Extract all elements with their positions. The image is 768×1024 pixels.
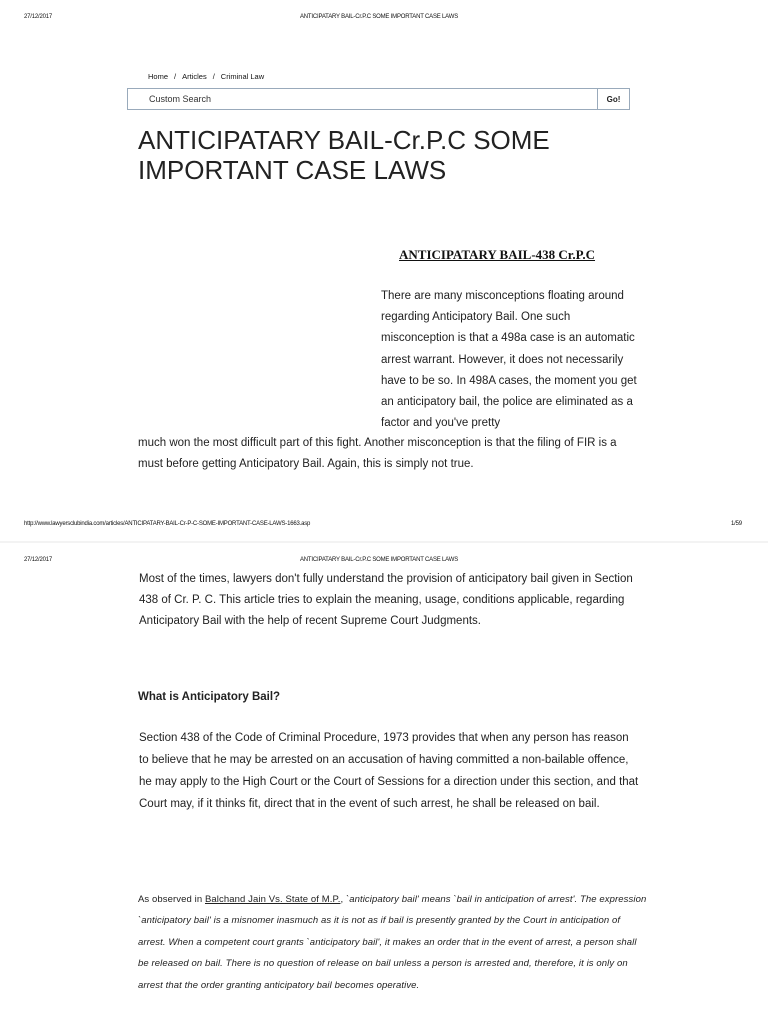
search-bar (127, 88, 630, 110)
search-input[interactable] (128, 89, 597, 109)
paragraph-misconceptions-bottom: much won the most difficult part of this fight. Another misconception is that the filing of FIR is a must before getting Anticipatory Bail. Again, this is simply not true. (138, 437, 617, 471)
paragraph-separator: , (340, 894, 346, 905)
search-go-button[interactable]: Go! (597, 89, 629, 109)
paragraph-misconceptions-top: There are many misconceptions floating around regarding Anticipatory Bail. One such misconception is that a 498a case is an automatic arrest warrant. However, it does not necessarily have to be so. In 498A cases, the moment you get an anticipatory bail, the police are eliminated as a factor and you've pretty (381, 290, 637, 430)
page-title: ANTICIPATARY BAIL-Cr.P.C SOME IMPORTANT CASE LAWS (138, 125, 550, 185)
breadcrumb-articles[interactable]: Articles (182, 72, 207, 81)
print-page-number: 1/59 (731, 521, 742, 527)
print-url: http://www.lawyersclubindia.com/articles/ANTICIPATARY-BAIL-Cr-P-C-SOME-IMPORTANT-CASE-LAWS-1663.asp (24, 521, 311, 527)
paragraph-lead-text: As observed in (138, 894, 205, 905)
breadcrumb-separator: / (174, 72, 177, 81)
page-divider (0, 541, 768, 543)
print-date: 27/12/2017 (24, 557, 53, 563)
article-subheading: ANTICIPATARY BAIL-438 Cr.P.C (399, 247, 596, 262)
breadcrumb-home[interactable]: Home (148, 72, 169, 81)
breadcrumb-criminal-law[interactable]: Criminal Law (220, 72, 265, 81)
breadcrumb (148, 72, 264, 81)
print-title: ANTICIPATARY BAIL-Cr.P.C SOME IMPORTANT CASE LAWS (300, 557, 459, 563)
paragraph-section-438: Section 438 of the Code of Criminal Procedure, 1973 provides that when any person has reason to believe that he may be arrested on an accusation of having committed a non-bailable offence, he may apply to the High Court or the Court of Sessions for a direction under this section, and that Court may, if it thinks fit, direct that in the event of such arrest, he shall be released on bail. (139, 732, 639, 810)
case-citation-link[interactable]: Balchand Jain Vs. State of M.P. (204, 894, 341, 905)
paragraph-quote-text: `anticipatory bail' means `bail in anticipation of arrest'. The expression `anticipatory bail' is a misnomer inasmuch as it is not as if bail is presently granted by the Court in anticipation of arrest. When a competent court grants `anticipatory bail', it makes an order that in the event of arrest, a person shall be released on bail. There is no question of release on bail unless a person is arrested and, therefore, it is only on arrest that the order granting anticipatory bail becomes operative. (138, 894, 647, 991)
paragraph-intro: Most of the times, lawyers don't fully understand the provision of anticipatory bail given in Section 438 of Cr. P. C. This article tries to explain the meaning, usage, conditions applicable, regarding Anticipatory Bail with the help of recent Supreme Court Judgments. (139, 573, 633, 628)
breadcrumb-separator: / (212, 72, 215, 81)
print-title: ANTICIPATARY BAIL-Cr.P.C SOME IMPORTANT CASE LAWS (300, 14, 459, 20)
print-date: 27/12/2017 (24, 14, 53, 20)
section-heading: What is Anticipatory Bail? (138, 691, 281, 703)
paragraph-balchand-jain (138, 889, 648, 996)
